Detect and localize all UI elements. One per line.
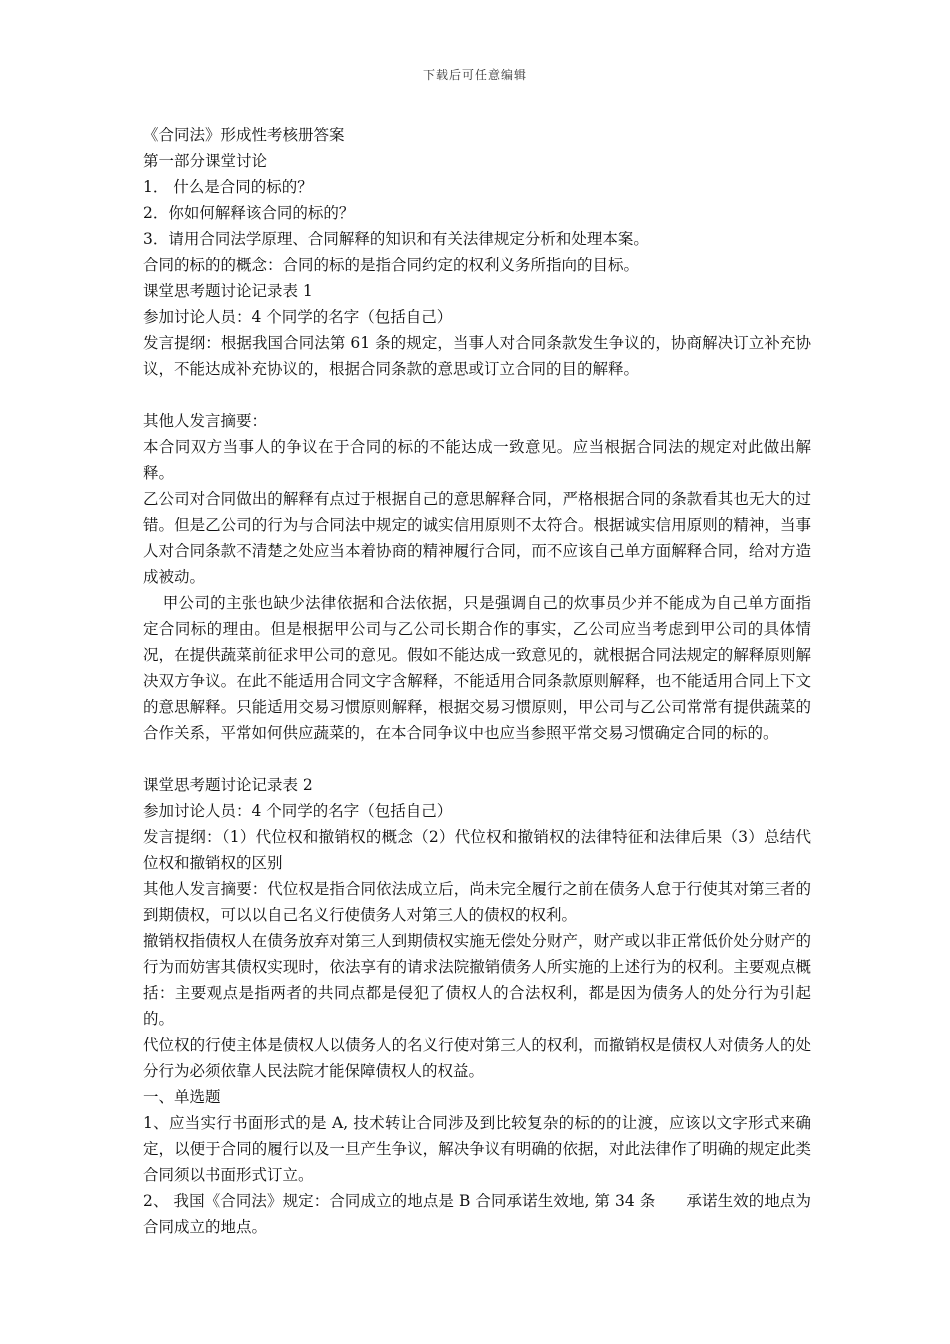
- single-choice-answer-2: 2、 我国《合同法》规定：合同成立的地点是 B 合同承诺生效地, 第 34 条 承诺生效的地点为合同成立的地点。: [143, 1192, 811, 1236]
- document-body: [143, 122, 811, 1240]
- summary-2-paragraph-b: 撤销权指债权人在债务放弃对第三人到期债权实施无偿处分财产，财产或以非正常低价处分财产的行为而妨害其债权实现时，依法享有的请求法院撤销债务人所实施的上述行为的权利。主要观点概括：主要观点是指两者的共同点都是侵犯了债权人的合法权利，都是因为债务人的处分行为引起的。: [143, 932, 811, 1028]
- summary-1-paragraph-b: 乙公司对合同做出的解释有点过于根据自己的意思解释合同，严格根据合同的条款看其也无大的过错。但是乙公司的行为与合同法中规定的诚实信用原则不太符合。根据诚实信用原则的精神，当事人对合同条款不清楚之处应当本着协商的精神履行合同，而不应该自己单方面解释合同，给对方造成被动。: [143, 490, 811, 586]
- section-heading: 第一部分课堂讨论: [143, 152, 268, 170]
- question-1: 1． 什么是合同的标的？: [143, 178, 313, 196]
- single-choice-answer-1: 1、应当实行书面形式的是 A, 技术转让合同涉及到比较复杂的标的的让渡，应该以文字形式来确定，以便于合同的履行以及一旦产生争议，解决争议有明确的依据，对此法律作了明确的规定此类合同须以书面形式订立。: [143, 1114, 811, 1184]
- blank-line: [143, 382, 811, 408]
- summary-1-paragraph-a: 本合同双方当事人的争议在于合同的标的不能达成一致意见。应当根据合同法的规定对此做出解释。: [143, 438, 811, 482]
- document-title: 《合同法》形成性考核册答案: [143, 126, 345, 144]
- summary-1-paragraph-c: 甲公司的主张也缺少法律依据和合法依据，只是强调自己的炊事员少并不能成为自己单方面指定合同标的理由。但是根据甲公司与乙公司长期合作的事实，乙公司应当考虑到甲公司的具体情况，在提供蔬菜前征求甲公司的意见。假如不能达成一致意见的，就根据合同法规定的解释原则解决双方争议。在此不能适用合同文字含解释，不能适用合同条款原则解释，也不能适用合同上下文的意思解释。只能适用交易习惯原则解释，根据交易习惯原则，甲公司与乙公司常常有提供蔬菜的合作关系，平常如何供应蔬菜的，在本合同争议中也应当参照平常交易习惯确定合同的标的。: [143, 594, 811, 742]
- participants-1: 参加讨论人员：4 个同学的名字（包括自己）: [143, 308, 453, 326]
- blank-line: [143, 746, 811, 772]
- question-3: 3．请用合同法学原理、合同解释的知识和有关法律规定分析和处理本案。: [143, 230, 649, 248]
- outline-1: 发言提纲：根据我国合同法第 61 条的规定，当事人对合同条款发生争议的，协商解决订立补充协议，不能达成补充协议的，根据合同条款的意思或订立合同的目的解释。: [143, 334, 811, 378]
- participants-2: 参加讨论人员：4 个同学的名字（包括自己）: [143, 802, 453, 820]
- summary-1-heading: 其他人发言摘要：: [143, 412, 268, 430]
- outline-2: 发言提纲：（1）代位权和撤销权的概念（2）代位权和撤销权的法律特征和法律后果（3）总结代位权和撤销权的区别: [143, 828, 811, 872]
- record-table-1-heading: 课堂思考题讨论记录表 1: [143, 282, 313, 300]
- page-header: 下载后可任意编辑: [422, 68, 527, 82]
- summary-2-paragraph-a: 其他人发言摘要：代位权是指合同依法成立后，尚未完全履行之前在债务人怠于行使其对第三者的到期债权，可以以自己名义行使债务人对第三人的债权的权利。: [143, 880, 811, 924]
- single-choice-heading: 一、单选题: [143, 1088, 221, 1106]
- definition-paragraph: 合同的标的的概念：合同的标的是指合同约定的权利义务所指向的目标。: [143, 256, 640, 274]
- record-table-2-heading: 课堂思考题讨论记录表 2: [143, 776, 313, 794]
- question-2: 2．你如何解释该合同的标的？: [143, 204, 355, 222]
- summary-2-paragraph-c: 代位权的行使主体是债权人以债务人的名义行使对第三人的权利，而撤销权是债权人对债务人的处分行为必须依靠人民法院才能保障债权人的权益。: [143, 1036, 811, 1080]
